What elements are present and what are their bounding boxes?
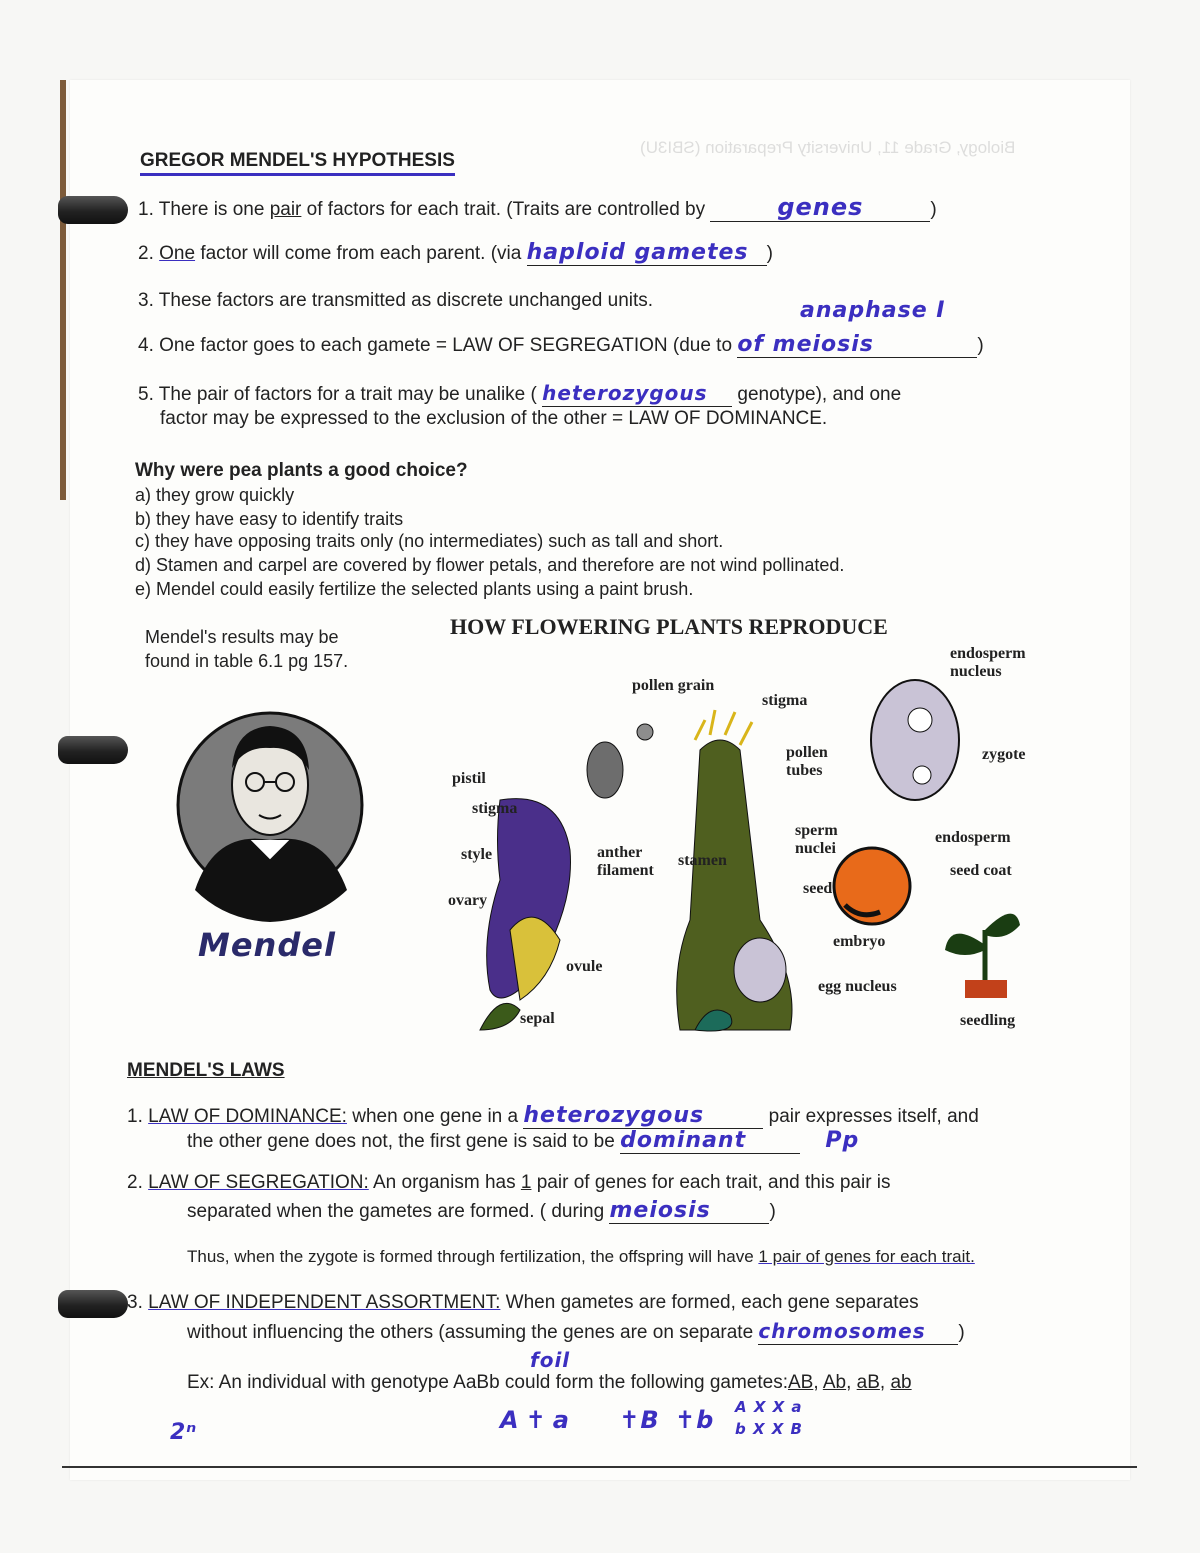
gamete: Ab	[822, 1372, 847, 1393]
item-text: There is one	[158, 199, 270, 220]
item-text: The pair of factors for a trait may be unalike (	[158, 384, 543, 405]
handwritten-note: Pp	[825, 1128, 860, 1153]
handwritten-answer: genes	[777, 193, 864, 221]
zygote-nucleus-shape	[913, 766, 931, 784]
law-text: Ex: An individual with genotype AaBb could form the following gametes:	[187, 1372, 788, 1393]
law-name: LAW OF DOMINANCE:	[148, 1106, 347, 1127]
law-name: LAW OF SEGREGATION:	[148, 1172, 369, 1193]
law-text: An organism has	[368, 1172, 521, 1193]
label-anther: anther	[597, 844, 643, 861]
law-text: separated when the gametes are formed. ( during	[187, 1201, 605, 1222]
underlined-phrase: 1 pair of genes for each trait.	[758, 1247, 975, 1266]
scribble-letter: A	[500, 1406, 520, 1434]
law-text: )	[769, 1201, 776, 1222]
hypothesis-item-1	[138, 193, 937, 222]
label-stamen: stamen	[678, 852, 727, 869]
label-stigma-top: stigma	[762, 692, 808, 709]
pea-reason: b) they have easy to identify traits	[135, 509, 404, 529]
hypothesis-item-2	[138, 242, 773, 266]
label-pistil: pistil	[452, 770, 486, 787]
results-note-line1: Mendel's results may be	[145, 627, 339, 647]
answer-blank	[527, 242, 767, 266]
ovule-shape	[734, 938, 786, 1002]
sepal-shape	[480, 1003, 520, 1030]
law-text: pair of genes for each trait, and this pair is	[531, 1172, 891, 1193]
page-bottom-edge	[62, 1466, 1137, 1468]
label-seed: seed	[803, 880, 833, 897]
item-text: One factor goes to each gamete = LAW OF SEGREGATION (due to	[159, 335, 733, 356]
answer-blank	[758, 1320, 958, 1345]
law-text: When gametes are formed, each gene separates	[500, 1292, 919, 1313]
gamete: AB	[787, 1372, 814, 1393]
handwritten-answer: heterozygous	[523, 1103, 705, 1128]
handwritten-answer: meiosis	[609, 1198, 711, 1223]
item-text: of factors for each trait. (Traits are controlled by	[301, 199, 706, 220]
handwritten-answer: of meiosis	[737, 332, 874, 357]
seedling-leaf	[985, 914, 1020, 937]
handwritten-answer: dominant	[620, 1128, 747, 1153]
handwritten-answer: anaphase I	[800, 298, 946, 323]
label-pollen-tubes-1: pollen	[786, 744, 828, 761]
law-3-example: Ex: An individual with genotype AaBb could form the following gametes:AB, Ab, aB, ab	[187, 1372, 912, 1393]
scribble-letter: b	[696, 1406, 715, 1434]
law-1	[127, 1105, 979, 1129]
label-filament: filament	[597, 862, 654, 879]
law-text: when one gene in a	[346, 1106, 524, 1127]
label-endosperm-nucleus-1: endosperm	[950, 645, 1026, 662]
law-1-line2	[187, 1130, 859, 1154]
item-number: 2.	[138, 243, 154, 264]
page-title-text: GREGOR MENDEL'S HYPOTHESIS	[140, 150, 455, 176]
binder-edge	[60, 80, 66, 500]
law-number: 2.	[127, 1172, 143, 1193]
answer-blank	[710, 193, 930, 222]
hypothesis-item-5-line2: factor may be expressed to the exclusion of the other = LAW OF DOMINANCE.	[160, 408, 828, 429]
item-text: These factors are transmitted as discrete unchanged units.	[158, 290, 654, 311]
pea-reason: d) Stamen and carpel are covered by flower petals, and therefore are not wind pollinated.	[135, 555, 845, 575]
law-number: 3.	[127, 1292, 143, 1313]
hypothesis-item-4	[138, 334, 984, 358]
hypothesis-item-3	[138, 290, 653, 312]
handwritten-answer: chromosomes	[758, 1319, 926, 1343]
answer-blank	[523, 1105, 763, 1129]
item-text: genotype), and one	[732, 384, 902, 405]
portrait-caption: Mendel	[198, 926, 336, 964]
item-text: factor will come from each parent. (via	[195, 243, 527, 264]
handwritten-answer: haploid gametes	[526, 240, 749, 265]
pea-reason: a) they grow quickly	[135, 485, 295, 505]
item-number: 4.	[138, 335, 154, 356]
item-number: 3.	[138, 290, 154, 311]
answer-blank	[609, 1200, 769, 1224]
handwritten-answer: heterozygous	[542, 381, 708, 405]
law-text: pair expresses itself, and	[763, 1106, 979, 1127]
item-number: 5.	[138, 384, 154, 405]
law-2-line2	[187, 1200, 776, 1224]
label-endosperm-nucleus-2: nucleus	[950, 663, 1002, 680]
law-text: )	[958, 1322, 965, 1343]
cross-top: A X X a	[735, 1398, 803, 1416]
pollen-tubes-shape	[695, 710, 752, 745]
label-seedling: seedling	[960, 1012, 1016, 1029]
underlined-word: pair	[269, 199, 302, 220]
label-sperm-nuclei-2: nuclei	[795, 840, 836, 857]
bleed-through-text: Biology, Grade 11, University Preparation (SBI3U)	[640, 138, 1016, 157]
item-text: )	[930, 199, 937, 220]
law-3-line2	[187, 1320, 965, 1345]
laws-heading: MENDEL'S LAWS	[127, 1060, 285, 1081]
law-text: the other gene does not, the first gene is said to be	[187, 1131, 615, 1152]
label-egg-nucleus: egg nucleus	[818, 978, 897, 995]
zygote-shape	[871, 680, 959, 800]
law-number: 1.	[127, 1106, 143, 1127]
foil-note: foil	[530, 1348, 571, 1372]
item-text: )	[766, 243, 773, 264]
answer-blank	[542, 382, 732, 407]
item-text: )	[977, 335, 984, 356]
binder-ring	[58, 1290, 128, 1318]
cross-bottom: b X X B	[735, 1420, 803, 1438]
gamete: aB	[856, 1372, 880, 1393]
law-2	[127, 1172, 891, 1194]
underlined-word: One	[159, 243, 196, 264]
binder-ring	[58, 196, 128, 224]
pea-reason: c) they have opposing traits only (no intermediates) such as tall and short.	[135, 531, 724, 551]
answer-blank	[737, 334, 977, 358]
diagram-title: HOW FLOWERING PLANTS REPRODUCE	[450, 614, 888, 639]
law-text: Thus, when the zygote is formed through fertilization, the offspring will have	[187, 1247, 759, 1266]
pea-reason: e) Mendel could easily fertilize the selected plants using a paint brush.	[135, 579, 694, 599]
label-ovule: ovule	[566, 958, 603, 975]
anther-shape	[587, 742, 623, 798]
item-number: 1.	[138, 199, 154, 220]
power-note: 2ⁿ	[170, 1420, 198, 1445]
label-zygote: zygote	[982, 746, 1026, 763]
label-ovary: ovary	[448, 892, 488, 909]
scribble-letter: a	[552, 1406, 570, 1434]
label-endosperm: endosperm	[935, 829, 1011, 846]
mendel-portrait	[175, 690, 375, 930]
page-title	[140, 150, 455, 172]
results-note-line2: found in table 6.1 pg 157.	[145, 651, 349, 671]
endosperm-nucleus-shape	[908, 708, 932, 732]
label-stigma: stigma	[472, 800, 518, 817]
law-text: without influencing the others (assuming the genes are on separate	[187, 1322, 754, 1343]
scribble: A ✝ a ✝B ✝b	[500, 1406, 715, 1434]
flower-diagram	[440, 650, 1040, 1050]
label-embryo: embryo	[833, 933, 886, 950]
gamete: ab	[890, 1372, 912, 1393]
label-seed-coat: seed coat	[950, 862, 1012, 879]
label-pollen-grain: pollen grain	[632, 677, 715, 694]
seedling-soil	[965, 980, 1007, 998]
law-2-thus	[187, 1246, 975, 1268]
seedling-leaf	[945, 934, 985, 955]
label-sperm-nuclei-1: sperm	[795, 822, 838, 839]
binder-ring	[58, 736, 128, 764]
pea-question: Why were pea plants a good choice?	[135, 460, 468, 481]
label-style: style	[461, 846, 493, 863]
law-name: LAW OF INDEPENDENT ASSORTMENT:	[148, 1292, 501, 1313]
hypothesis-item-5	[138, 382, 901, 407]
label-sepal: sepal	[520, 1010, 555, 1027]
pollen-grain-shape	[637, 724, 653, 740]
law-3	[127, 1292, 919, 1314]
answer-blank	[620, 1130, 800, 1154]
scribble-letter: B	[640, 1406, 660, 1434]
label-pollen-tubes-2: tubes	[786, 762, 823, 779]
underlined-value: 1	[520, 1172, 532, 1193]
